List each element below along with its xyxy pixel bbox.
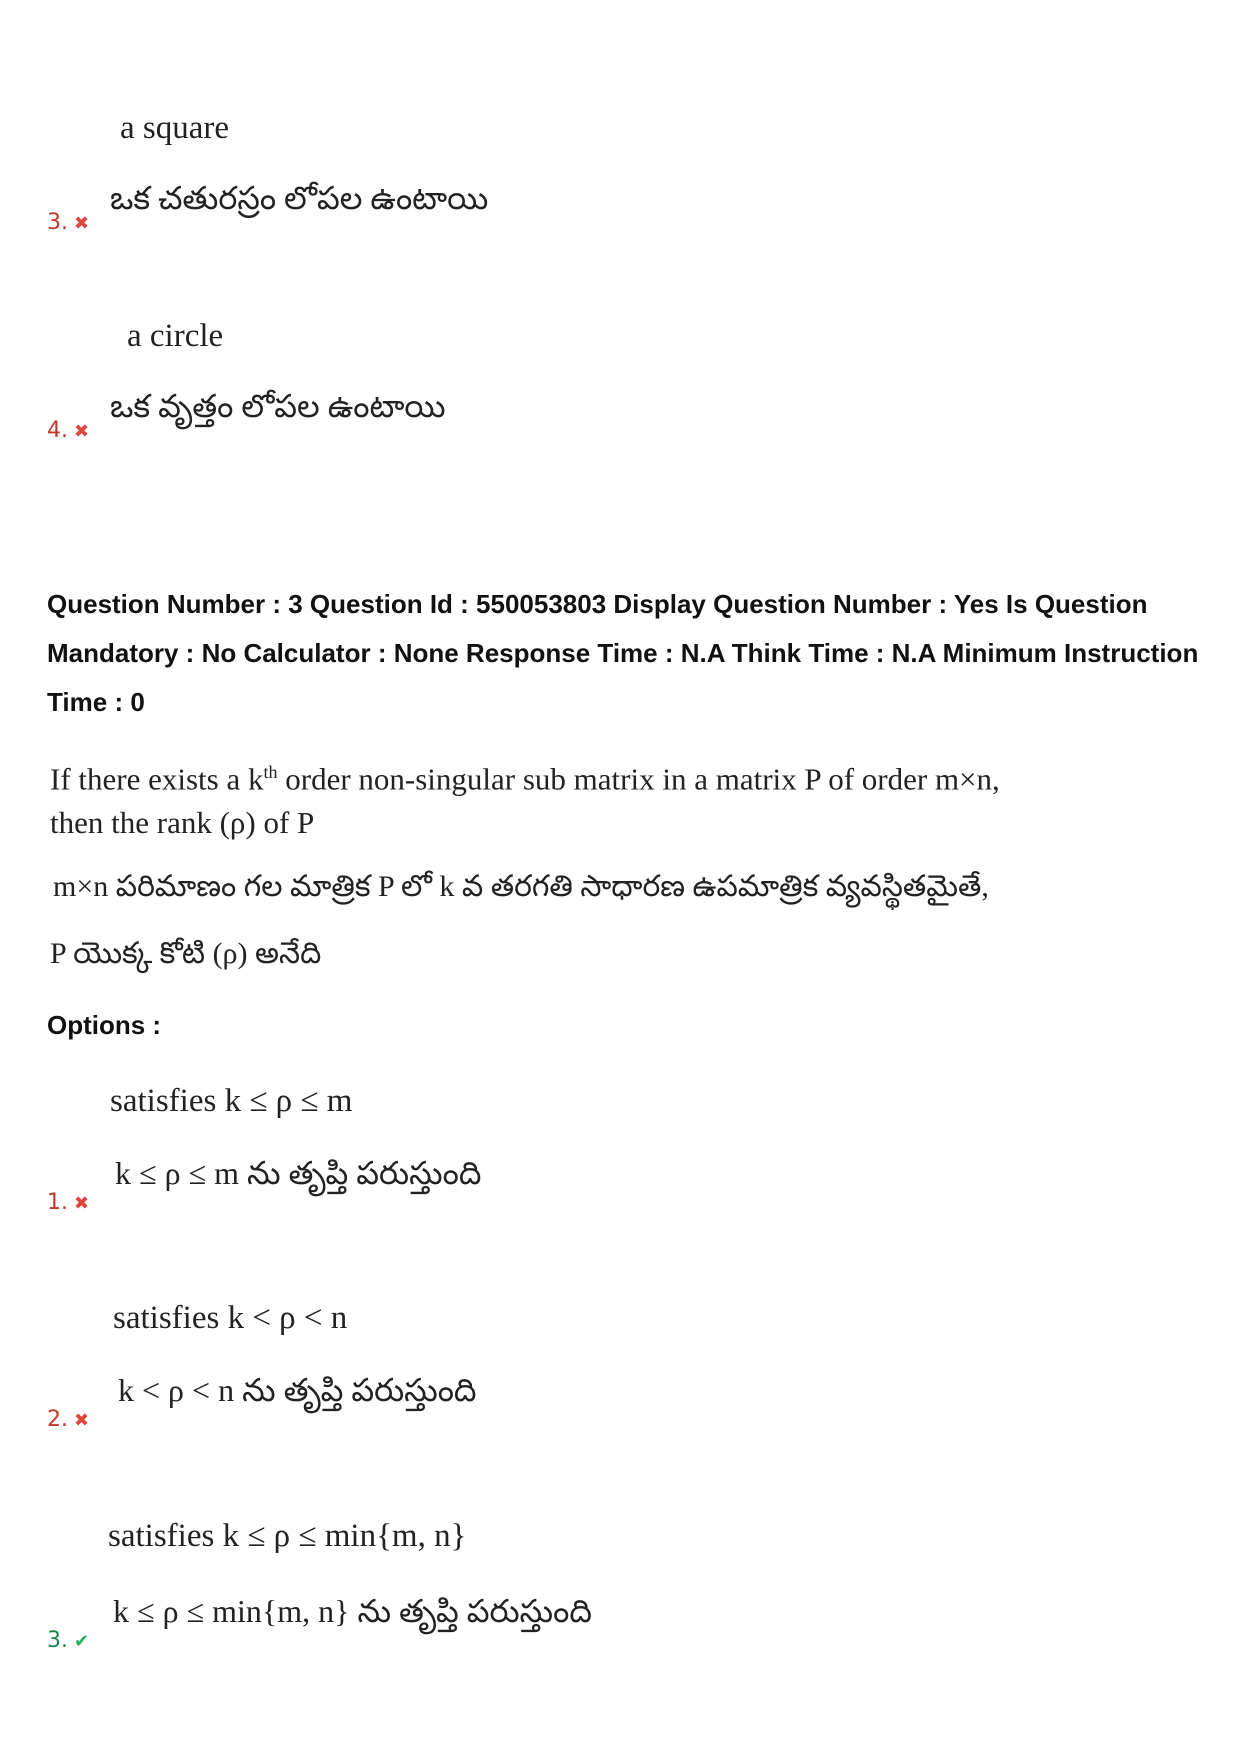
question-english-part: order non-singular sub matrix in a matrix P of order m×n, (277, 761, 1000, 797)
option-number (47, 1407, 89, 1432)
superscript: th (263, 762, 278, 782)
option-number-label: 3. (47, 1628, 68, 1653)
incorrect-icon: ✖ (74, 1410, 90, 1431)
option-number (47, 210, 89, 235)
option-english-text: satisfies k ≤ ρ ≤ min{m, n} (108, 1518, 467, 1554)
question-english-line2: then the rank (ρ) of P (50, 805, 315, 841)
option-english-text: a square (120, 110, 230, 146)
option-english-text: satisfies k < ρ < n (113, 1300, 348, 1336)
option-english-text: satisfies k ≤ ρ ≤ m (110, 1083, 353, 1119)
option-number-label: 1. (47, 1190, 68, 1215)
option-telugu-text: ఒక వృత్తం లోపల ఉంటాయి (110, 388, 446, 424)
option-telugu-text: k ≤ ρ ≤ m ను తృప్తి పరుస్తుంది (115, 1155, 482, 1191)
question-text-english (50, 750, 1000, 845)
options-label: Options : (47, 1010, 162, 1040)
option-number (47, 1190, 89, 1215)
incorrect-icon: ✖ (74, 421, 90, 442)
incorrect-icon: ✖ (74, 213, 90, 234)
option-number-label: 3. (47, 210, 68, 235)
option-number (47, 418, 89, 443)
question-meta: Question Number : 3 Question Id : 550053803 Display Question Number : Yes Is Question Mandatory : No Calculator : None Response Time : N.A Think Time : N.A Minimum Instruction Time : 0 (47, 589, 1199, 717)
incorrect-icon: ✖ (74, 1193, 90, 1214)
question-text-telugu-line2: P యొక్క కోటి (ρ) అనేది (50, 937, 322, 970)
question-text-telugu-line1: m×n పరిమాణం గల మాత్రిక P లో k వ తరగతి సాధారణ ఉపమాత్రిక వ్యవస్థితమైతే, (53, 870, 989, 903)
question-english-part: If there exists a k (50, 761, 264, 797)
option-english-text: a circle (127, 318, 224, 354)
option-telugu-text: k < ρ < n ను తృప్తి పరుస్తుంది (118, 1372, 477, 1408)
question-english-line1 (50, 750, 1000, 801)
correct-check-icon: ✔ (74, 1631, 90, 1652)
option-telugu-text: ఒక చతురస్రం లోపల ఉంటాయి (110, 180, 489, 216)
option-telugu-text: k ≤ ρ ≤ min{m, n} ను తృప్తి పరుస్తుంది (113, 1593, 592, 1629)
option-number-label: 4. (47, 418, 68, 443)
option-number (47, 1628, 89, 1653)
option-number-label: 2. (47, 1407, 68, 1432)
